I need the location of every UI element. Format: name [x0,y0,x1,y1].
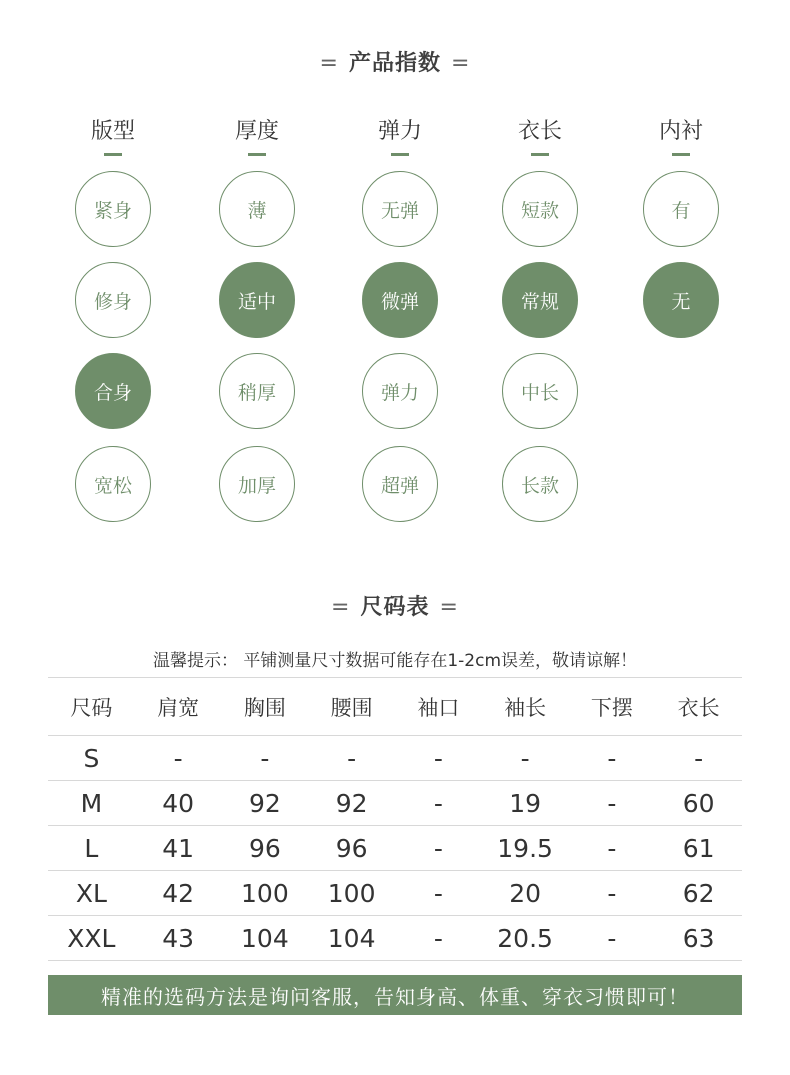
index-option: 无弹 [362,171,438,247]
index-option: 加厚 [219,446,295,522]
table-cell: 100 [308,871,395,916]
index-column-label: 厚度 [234,119,279,144]
table-cell: - [482,736,569,781]
index-option: 宽松 [75,446,151,522]
size-header-cell: 腰围 [308,678,395,736]
table-cell: - [569,916,656,961]
table-cell: 92 [222,781,309,826]
size-table [48,677,742,961]
table-cell: - [569,736,656,781]
table-cell: - [395,826,482,871]
index-option-selected: 无 [643,262,719,338]
index-column-label: 版型 [90,119,135,144]
table-cell: 100 [222,871,309,916]
index-column-label: 弹力 [377,119,422,144]
table-cell: - [655,736,742,781]
index-column-header [480,114,600,156]
index-option: 超弹 [362,446,438,522]
table-cell: - [569,871,656,916]
footer-banner: 精准的选码方法是询问客服，告知身高、体重、穿衣习惯即可！ [48,975,742,1015]
index-option: 薄 [219,171,295,247]
table-cell: - [395,781,482,826]
index-option-selected: 适中 [219,262,295,338]
table-cell: - [395,871,482,916]
measurement-tip: 温馨提示： 平铺测量尺寸数据可能存在1-2cm误差，敬请谅解！ [152,651,638,671]
size-header-cell: 袖口 [395,678,482,736]
table-cell: - [222,736,309,781]
table-cell: 42 [135,871,222,916]
index-column-underline [104,153,122,156]
table-cell: 63 [655,916,742,961]
decor-left: = [319,51,339,76]
table-cell: 96 [308,826,395,871]
table-cell: - [135,736,222,781]
table-cell: - [395,916,482,961]
size-header-cell: 胸围 [222,678,309,736]
size-header-cell: 肩宽 [135,678,222,736]
table-cell: 41 [135,826,222,871]
index-option: 修身 [75,262,151,338]
index-option: 短款 [502,171,578,247]
table-cell: - [395,736,482,781]
table-row [48,736,742,781]
table-cell: XL [48,871,135,916]
index-column-label: 衣长 [517,119,562,144]
table-cell: 92 [308,781,395,826]
index-option: 紧身 [75,171,151,247]
product-index-title-text: 产品指数 [348,51,441,76]
table-row [48,781,742,826]
table-cell: 104 [308,916,395,961]
table-cell: - [308,736,395,781]
index-option: 稍厚 [219,353,295,429]
size-header-cell: 下摆 [569,678,656,736]
index-option-selected: 常规 [502,262,578,338]
index-option: 长款 [502,446,578,522]
table-row [48,916,742,961]
index-option: 弹力 [362,353,438,429]
table-row [48,871,742,916]
table-cell: M [48,781,135,826]
decor-left: = [331,595,351,620]
index-column-underline [248,153,266,156]
table-cell: 61 [655,826,742,871]
table-row [48,826,742,871]
index-option: 中长 [502,353,578,429]
size-table-header [48,678,742,736]
table-cell: 40 [135,781,222,826]
table-cell: L [48,826,135,871]
table-cell: 19 [482,781,569,826]
size-header-cell: 尺码 [48,678,135,736]
index-column-underline [672,153,690,156]
index-column-label: 内衬 [658,119,703,144]
index-column-underline [531,153,549,156]
index-column-header [340,114,460,156]
decor-right: = [439,595,459,620]
index-column-underline [391,153,409,156]
table-cell: - [569,781,656,826]
table-cell: 20.5 [482,916,569,961]
table-cell: 62 [655,871,742,916]
table-cell: S [48,736,135,781]
table-cell: 104 [222,916,309,961]
table-cell: - [569,826,656,871]
table-cell: 60 [655,781,742,826]
size-chart-title [0,590,790,621]
table-cell: 20 [482,871,569,916]
product-index-title [0,46,790,77]
index-column-header [197,114,317,156]
size-header-cell: 衣长 [655,678,742,736]
size-header-cell: 袖长 [482,678,569,736]
index-option-selected: 合身 [75,353,151,429]
index-option: 有 [643,171,719,247]
table-cell: 19.5 [482,826,569,871]
table-cell: XXL [48,916,135,961]
index-column-header [53,114,173,156]
decor-right: = [451,51,471,76]
table-cell: 96 [222,826,309,871]
size-chart-title-text: 尺码表 [360,595,430,620]
index-option-selected: 微弹 [362,262,438,338]
table-cell: 43 [135,916,222,961]
index-column-header [621,114,741,156]
